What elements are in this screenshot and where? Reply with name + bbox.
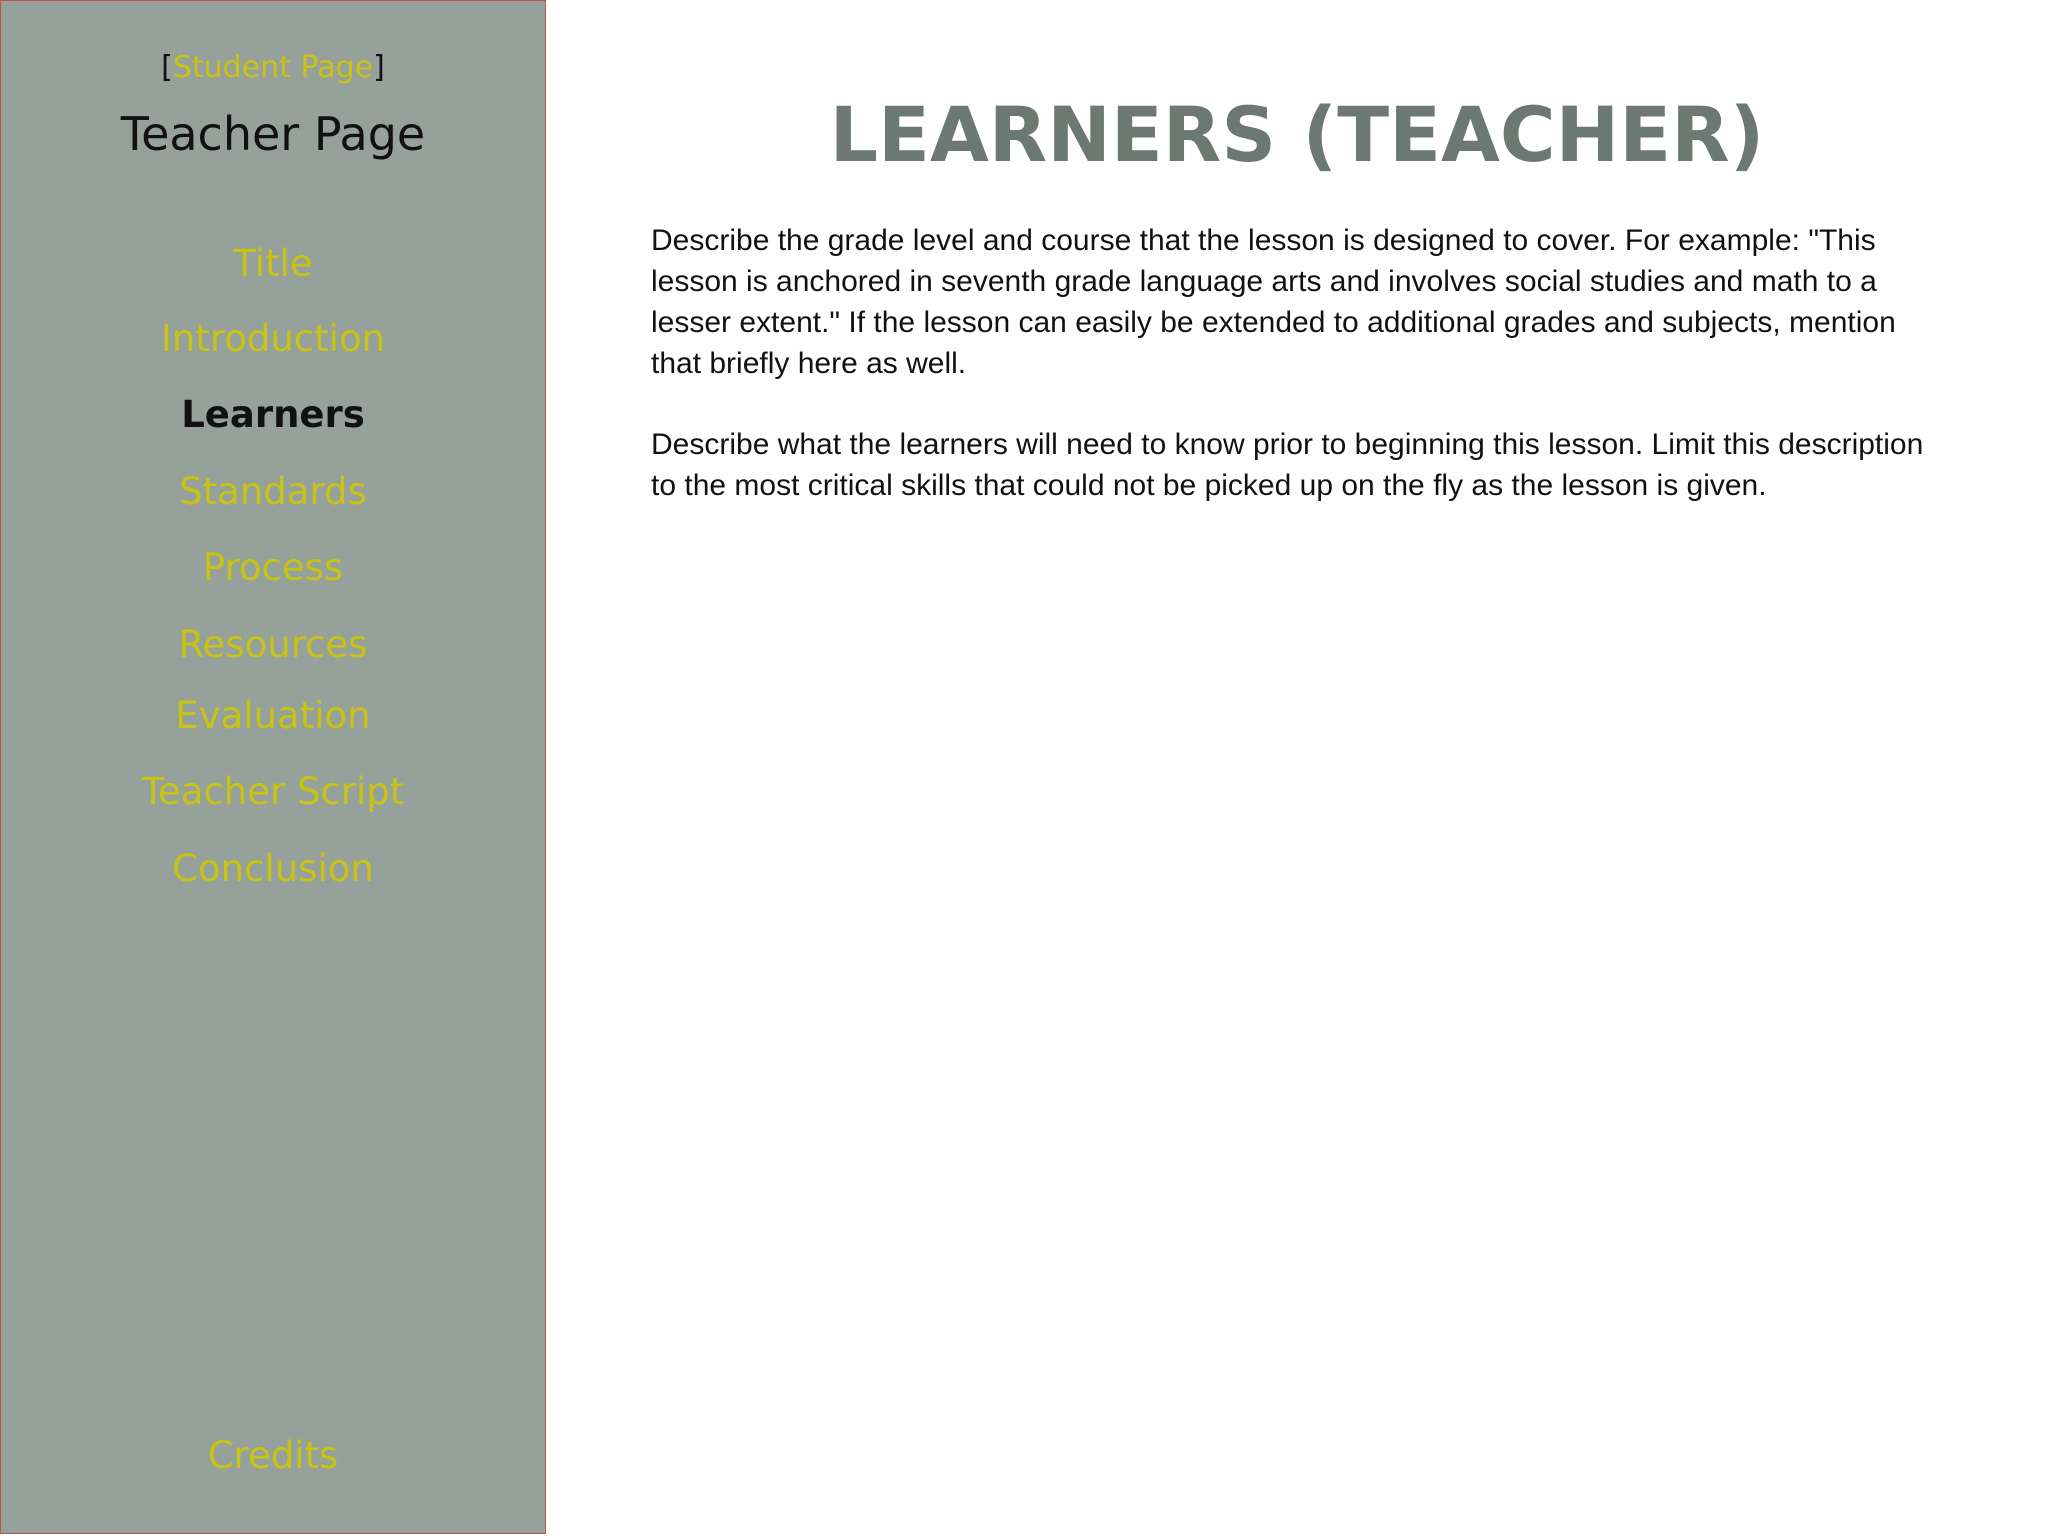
page-heading: LEARNERS (TEACHER) (829, 90, 1765, 179)
nav-item-learners[interactable]: Learners (181, 393, 365, 436)
nav-item-teacher-script[interactable]: Teacher Script (141, 770, 405, 813)
student-page-link[interactable]: Student Page (172, 50, 374, 85)
nav-item-standards[interactable]: Standards (179, 470, 367, 513)
nav-item-title[interactable]: Title (233, 242, 313, 285)
student-page-link-line (1, 46, 545, 90)
nav-item-credits[interactable]: Credits (207, 1434, 339, 1477)
sidebar-title: Teacher Page (120, 107, 426, 161)
nav-item-conclusion[interactable]: Conclusion (172, 847, 374, 890)
nav-item-evaluation[interactable]: Evaluation (175, 694, 371, 737)
nav-item-process[interactable]: Process (202, 546, 344, 589)
content-body (651, 220, 1941, 546)
sidebar (0, 0, 546, 1534)
nav-item-resources[interactable]: Resources (178, 623, 368, 666)
nav-item-introduction[interactable]: Introduction (160, 317, 386, 360)
grade-level-paragraph: Describe the grade level and course that the lesson is designed to cover. For example: "This lesson is anchored in seventh grade language arts and involves social studies and math to a lesser extent." If the lesson can easily be extended to additional grades and subjects, mention that briefly here as well. (651, 224, 1896, 380)
prior-knowledge-paragraph: Describe what the learners will need to know prior to beginning this lesson. Limit this description to the most critical skills that could not be picked up on the fly as the lesson is given. (651, 428, 1924, 502)
open-bracket: [ (161, 50, 173, 85)
close-bracket: ] (373, 50, 385, 85)
